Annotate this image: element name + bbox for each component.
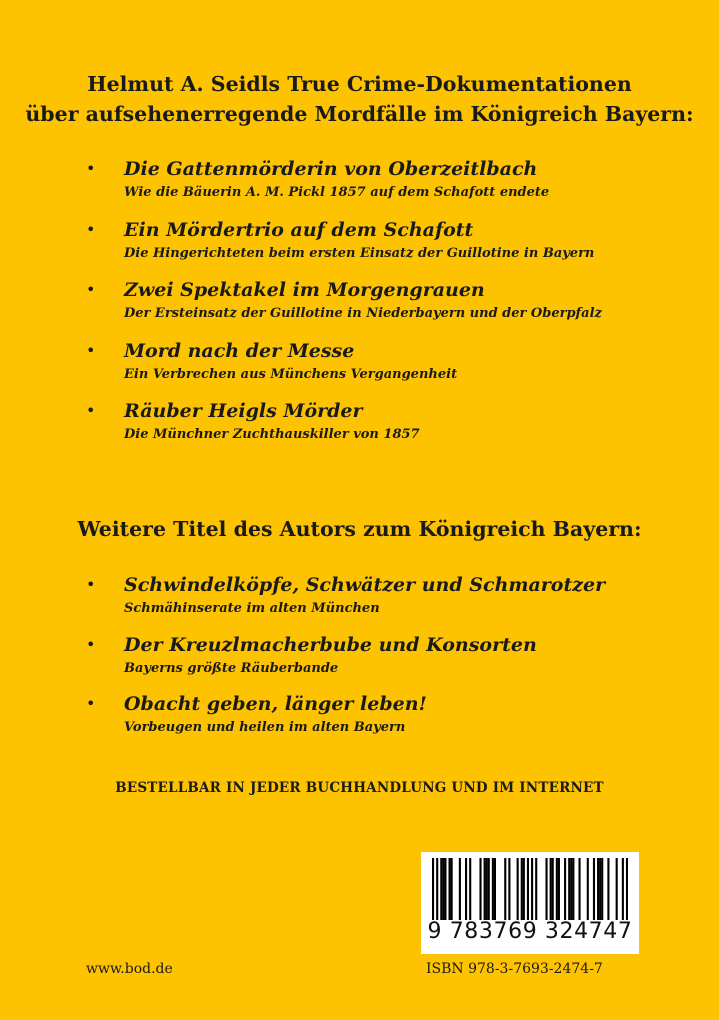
barcode-bar xyxy=(521,858,523,920)
barcode-bar xyxy=(601,858,603,920)
barcode-bar xyxy=(570,858,572,920)
barcode-bars xyxy=(432,858,628,920)
bullet-icon: • xyxy=(86,694,96,713)
list-item xyxy=(0,692,719,752)
bullet-icon: • xyxy=(86,341,96,360)
barcode-bar xyxy=(484,858,486,920)
barcode-bar xyxy=(568,858,570,920)
isbn-number: ISBN 978-3-7693-2474-7 xyxy=(426,961,603,977)
book-subtitle: Der Ersteinsatz der Guillotine in Niederbayern und der Oberpfalz xyxy=(124,306,602,321)
book-subtitle: Vorbeugen und heilen im alten Bayern xyxy=(124,720,406,735)
barcode-bar xyxy=(492,858,494,920)
book-subtitle: Bayerns größte Räuberbande xyxy=(124,661,339,676)
book-title: Obacht geben, länger leben! xyxy=(124,693,427,715)
book-subtitle: Die Münchner Zuchthauskiller von 1857 xyxy=(124,427,420,442)
barcode-bar xyxy=(552,858,554,920)
book-subtitle: Ein Verbrechen aus Münchens Vergangenheit xyxy=(124,367,458,382)
barcode-bar xyxy=(442,858,444,920)
bullet-icon: • xyxy=(86,280,96,299)
barcode-bar xyxy=(564,858,566,920)
barcode-bar xyxy=(432,858,434,920)
barcode-bar xyxy=(449,858,451,920)
barcode-bar xyxy=(436,858,438,920)
publisher-website: www.bod.de xyxy=(86,961,173,977)
book-subtitle: Die Hingerichteten beim ersten Einsatz der Guillotine in Bayern xyxy=(124,246,595,261)
book-title: Der Kreuzlmacherbube und Konsorten xyxy=(124,634,537,656)
barcode-bar xyxy=(444,858,446,920)
list-item xyxy=(0,218,719,278)
list-item xyxy=(0,339,719,399)
book-title: Zwei Spektakel im Morgengrauen xyxy=(124,279,485,301)
section2-heading: Weitere Titel des Autors zum Königreich Bayern: xyxy=(77,517,642,541)
barcode-bar xyxy=(531,858,533,920)
list-item xyxy=(0,278,719,338)
barcode-bar xyxy=(535,858,537,920)
book-title: Schwindelköpfe, Schwätzer und Schmarotzer xyxy=(124,574,606,596)
order-notice: BESTELLBAR IN JEDER BUCHHANDLUNG UND IM INTERNET xyxy=(115,780,604,796)
book-subtitle: Schmähinserate im alten München xyxy=(124,601,380,616)
barcode-bar xyxy=(523,858,525,920)
barcode-bar xyxy=(508,858,510,920)
barcode-bar xyxy=(616,858,618,920)
barcode-bar xyxy=(607,858,609,920)
book-title: Mord nach der Messe xyxy=(124,340,355,362)
barcode-bar xyxy=(587,858,589,920)
barcode-bar xyxy=(558,858,560,920)
barcode-bar xyxy=(479,858,481,920)
barcode-bar xyxy=(451,858,453,920)
list-item xyxy=(0,157,719,217)
barcode-bar xyxy=(578,858,580,920)
barcode-bar xyxy=(527,858,529,920)
barcode-bar xyxy=(504,858,506,920)
barcode-bar xyxy=(572,858,574,920)
book-title: Räuber Heigls Mörder xyxy=(124,400,363,422)
barcode-bar xyxy=(517,858,519,920)
barcode-bar xyxy=(486,858,488,920)
barcode-bar xyxy=(550,858,552,920)
bullet-icon: • xyxy=(86,220,96,239)
isbn-barcode xyxy=(421,852,639,954)
barcode-bar xyxy=(545,858,547,920)
list-item xyxy=(0,399,719,459)
barcode-bar xyxy=(465,858,467,920)
bullet-icon: • xyxy=(86,635,96,654)
barcode-bar xyxy=(469,858,471,920)
bullet-icon: • xyxy=(86,401,96,420)
barcode-bar xyxy=(440,858,442,920)
bullet-icon: • xyxy=(86,575,96,594)
barcode-bar xyxy=(494,858,496,920)
section1-heading-line2: über aufsehenerregende Mordfälle im Königreich Bayern: xyxy=(25,102,694,126)
bullet-icon: • xyxy=(86,159,96,178)
barcode-bar xyxy=(488,858,490,920)
barcode-bar xyxy=(626,858,628,920)
book-title: Die Gattenmörderin von Oberzeitlbach xyxy=(124,158,538,180)
barcode-bar xyxy=(597,858,599,920)
book-subtitle: Wie die Bäuerin A. M. Pickl 1857 auf dem Schafott endete xyxy=(124,185,550,200)
barcode-bar xyxy=(593,858,595,920)
book-title: Ein Mördertrio auf dem Schafott xyxy=(124,219,474,241)
list-item xyxy=(0,573,719,633)
barcode-digits: 9 783769 324747 xyxy=(427,919,633,944)
barcode-bar xyxy=(459,858,461,920)
section1-heading-line1: Helmut A. Seidls True Crime-Dokumentationen xyxy=(87,72,632,96)
barcode-bar xyxy=(556,858,558,920)
list-item xyxy=(0,633,719,693)
barcode-bar xyxy=(622,858,624,920)
barcode-bar xyxy=(599,858,601,920)
